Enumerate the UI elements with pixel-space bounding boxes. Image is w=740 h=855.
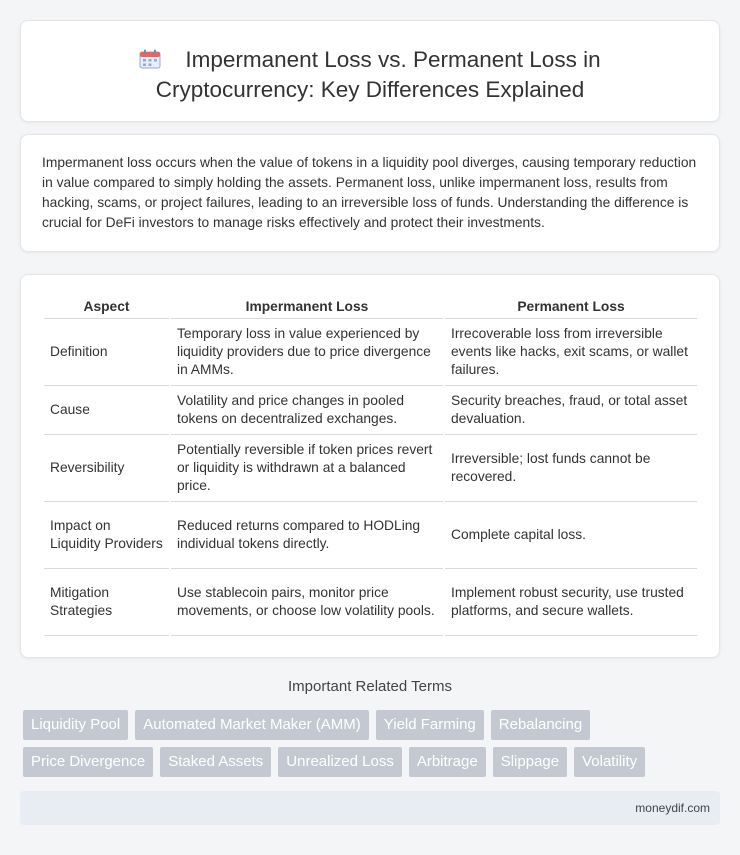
cell-aspect: Reversibility — [44, 435, 169, 502]
tag-price-divergence[interactable]: Price Divergence — [23, 747, 153, 777]
table-row — [44, 502, 697, 569]
header-impermanent: Impermanent Loss — [171, 297, 443, 319]
footer-site[interactable]: moneydif.com — [635, 801, 710, 815]
title-card — [20, 20, 720, 122]
table-row — [44, 435, 697, 502]
page-title — [21, 45, 719, 105]
cell-permanent: Irreversible; lost funds cannot be recovered. — [445, 435, 697, 502]
header-aspect: Aspect — [44, 297, 169, 319]
tag-row — [23, 710, 590, 740]
cell-aspect: Mitigation Strategies — [44, 569, 169, 636]
table-row — [44, 386, 697, 435]
title-wrap — [21, 45, 719, 105]
comparison-card — [20, 274, 720, 658]
tag-slippage[interactable]: Slippage — [493, 747, 567, 777]
table-row — [44, 569, 697, 636]
tag-arbitrage[interactable]: Arbitrage — [409, 747, 486, 777]
cell-impermanent: Reduced returns compared to HODLing individual tokens directly. — [171, 502, 443, 569]
intro-card — [20, 134, 720, 252]
tag-liquidity-pool[interactable]: Liquidity Pool — [23, 710, 128, 740]
cell-impermanent: Potentially reversible if token prices revert or liquidity is withdrawn at a balanced price. — [171, 435, 443, 502]
cell-impermanent: Use stablecoin pairs, monitor price movements, or choose low volatility pools. — [171, 569, 443, 636]
cell-permanent: Implement robust security, use trusted platforms, and secure wallets. — [445, 569, 697, 636]
title-line-1: Impermanent Loss vs. Permanent Loss in — [185, 47, 601, 72]
tag-rebalancing[interactable]: Rebalancing — [491, 710, 590, 740]
calendar-icon — [139, 49, 161, 69]
cell-permanent: Irrecoverable loss from irreversible events like hacks, exit scams, or wallet failures. — [445, 319, 697, 386]
tag-automated-market-maker[interactable]: Automated Market Maker (AMM) — [135, 710, 369, 740]
cell-impermanent: Volatility and price changes in pooled tokens on decentralized exchanges. — [171, 386, 443, 435]
title-line-2: Cryptocurrency: Key Differences Explained — [155, 77, 585, 102]
tag-row — [23, 747, 645, 777]
tag-volatility[interactable]: Volatility — [574, 747, 645, 777]
cell-aspect: Impact on Liquidity Providers — [44, 502, 169, 569]
comparison-table — [42, 297, 699, 636]
table-row — [44, 319, 697, 386]
cell-impermanent: Temporary loss in value experienced by liquidity providers due to price divergence in AMMs. — [171, 319, 443, 386]
tag-unrealized-loss[interactable]: Unrealized Loss — [278, 747, 402, 777]
header-permanent: Permanent Loss — [445, 297, 697, 319]
footer — [20, 791, 720, 825]
cell-permanent: Complete capital loss. — [445, 502, 697, 569]
related-terms-heading: Important Related Terms — [288, 678, 452, 695]
cell-aspect: Definition — [44, 319, 169, 386]
tag-yield-farming[interactable]: Yield Farming — [376, 710, 484, 740]
tag-staked-assets[interactable]: Staked Assets — [160, 747, 271, 777]
intro-text: Impermanent loss occurs when the value of tokens in a liquidity pool diverges, causing temporary reduction in value compared to simply holding the assets. Permanent loss, unlike impermanent loss, results from hacking, scams, or project failures, leading to an irreversible loss of funds. Understanding the difference is crucial for DeFi investors to manage risks effectively and protect their investments. — [42, 155, 697, 230]
cell-aspect: Cause — [44, 386, 169, 435]
table-header-row — [44, 297, 697, 319]
cell-permanent: Security breaches, fraud, or total asset devaluation. — [445, 386, 697, 435]
